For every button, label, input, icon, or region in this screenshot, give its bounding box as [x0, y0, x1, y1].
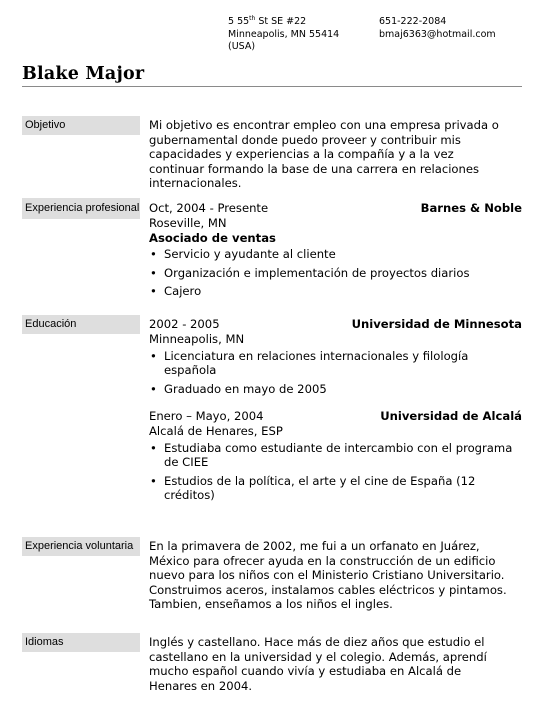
list-item: • Graduado en mayo de 2005 [149, 382, 522, 397]
header-divider [22, 86, 522, 87]
education-institution: Universidad de Minnesota [351, 317, 522, 331]
email-address: bmaj6363@hotmail.com [379, 28, 496, 40]
section-label-voluntaria: Experiencia voluntaria [22, 537, 140, 556]
experience-role: Asociado de ventas [149, 230, 276, 245]
section-label-educacion: Educación [22, 315, 140, 334]
contact-block [379, 16, 496, 41]
list-item: • Organización e implementación de proyectos diarios [149, 266, 522, 281]
phone-number: 651-222-2084 [379, 16, 447, 27]
section-label-experiencia: Experiencia profesional [22, 198, 140, 219]
experience-section [149, 201, 522, 303]
education-header-row [149, 317, 522, 332]
education-entry-1 [149, 317, 522, 400]
list-item: • Cajero [149, 284, 522, 299]
education-bullets [149, 349, 522, 397]
section-label-objetivo: Objetivo [22, 116, 140, 135]
section-label-idiomas: Idiomas [22, 633, 140, 652]
experience-bullets [149, 247, 522, 299]
languages-text: Inglés y castellano. Hace más de diez años que estudio el castellano en la universidad y el colegio. Además, aprendí mucho español cuando vivía y estudiaba en Alcalá de Henares en 2004. [149, 635, 487, 693]
list-item: • Estudiaba como estudiante de intercambio con el programa de CIEE [149, 441, 522, 470]
education-header-row [149, 409, 522, 424]
list-item: • Servicio y ayudante al cliente [149, 247, 522, 262]
address-line-3: (USA) [228, 41, 256, 52]
education-bullets [149, 441, 522, 503]
experience-location: Roseville, MN [149, 216, 227, 230]
list-item: • Estudios de la política, el arte y el cine de España (12 créditos) [149, 474, 522, 503]
experience-header-row [149, 201, 522, 216]
education-entry-2 [149, 409, 522, 507]
address-line-2: Minneapolis, MN 55414 [228, 28, 340, 40]
education-dates: 2002 - 2005 [149, 317, 220, 331]
education-institution: Universidad de Alcalá [380, 409, 522, 423]
education-dates: Enero – Mayo, 2004 [149, 409, 264, 423]
experience-employer: Barnes & Noble [420, 201, 522, 215]
experience-dates: Oct, 2004 - Presente [149, 201, 269, 215]
list-item: • Licenciatura en relaciones internacionales y filología española [149, 349, 522, 378]
objective-text: Mi objetivo es encontrar empleo con una empresa privada o gubernamental donde puedo proveer y contribuir mis capacidades y experiencias a la compañía y a la vez continuar formando la base de una carrera en relaciones internacionales. [149, 118, 499, 191]
address-block [228, 16, 339, 54]
candidate-name: Blake Major [22, 64, 145, 84]
volunteer-text: En la primavera de 2002, me fui a un orfanato en Juárez, México para ofrecer ayuda en la construcción de un edificio nuevo para los niños con el Ministerio Cristiano Universitario. Construimos aceros, instalamos cables eléctricos y pintamos. Tambien, enseñamos a los niños el ingles. [149, 539, 507, 612]
education-location: Alcalá de Henares, ESP [149, 424, 283, 438]
education-location: Minneapolis, MN [149, 332, 245, 346]
address-line-1: 5 55th St SE #22 [228, 14, 307, 27]
